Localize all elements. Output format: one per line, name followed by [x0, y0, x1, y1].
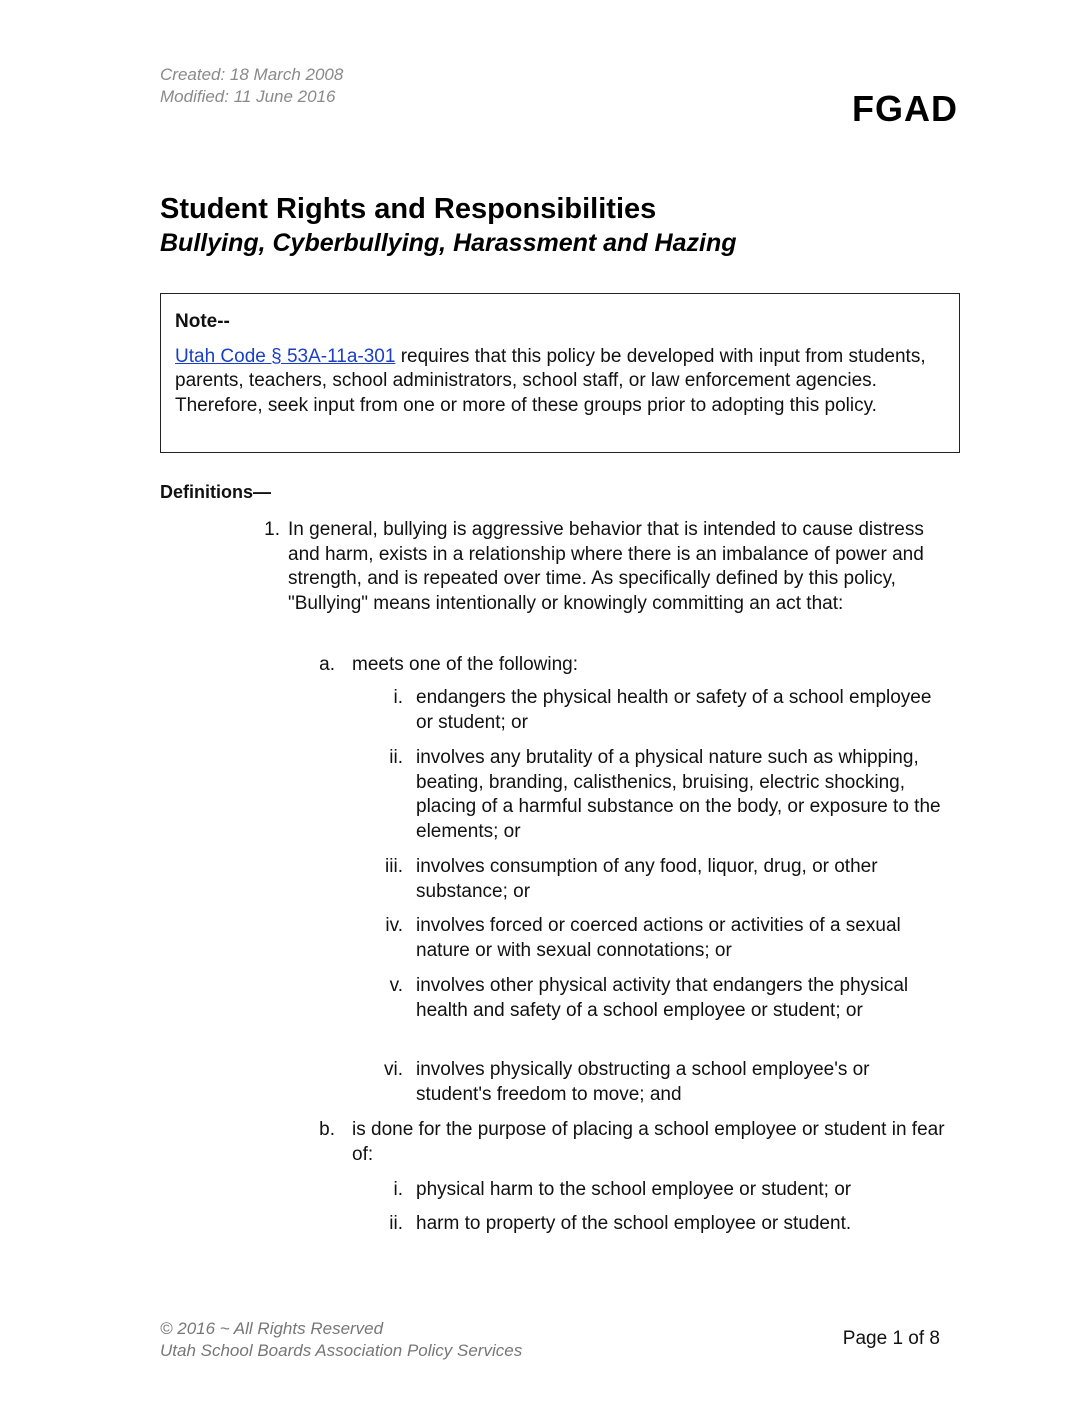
- footer-org: Utah School Boards Association Policy Services: [160, 1341, 523, 1360]
- item-a-i-marker: i.: [393, 687, 403, 708]
- footer-left: [160, 1318, 522, 1362]
- note-box: [160, 293, 960, 453]
- created-date: Created: 18 March 2008: [160, 65, 344, 84]
- modified-date: Modified: 11 June 2016: [160, 87, 336, 106]
- page-title: Student Rights and Responsibilities: [160, 193, 657, 225]
- item-a-ii-marker: ii.: [389, 747, 403, 768]
- item-a-iii-text: involves consumption of any food, liquor, drug, or other substance; or: [416, 856, 878, 902]
- item-b-marker: b.: [319, 1119, 335, 1140]
- item-a-iii-marker: iii.: [385, 856, 403, 877]
- note-body: [175, 345, 945, 419]
- page-number: Page 1 of 8: [842, 1328, 940, 1349]
- item-1-text: In general, bullying is aggressive behavior that is intended to cause distress and harm, exists in a relationship where there is an imbalance of power and strength, and is repeated over time. As specifically defined by this policy, "Bullying" means intentionally or knowingly committing an act that:: [288, 519, 924, 614]
- footer-copyright: © 2016 ~ All Rights Reserved: [160, 1319, 384, 1338]
- item-b-i-marker: i.: [393, 1179, 403, 1200]
- item-a-marker: a.: [319, 654, 335, 675]
- policy-code: FGAD: [852, 88, 958, 129]
- note-text: requires that this policy be developed with input from students, parents, teachers, school administrators, school staff, or law enforcement agencies. Therefore, seek input from one or more of these groups prior to adopting this policy.: [175, 345, 926, 416]
- note-title: Note--: [175, 311, 230, 332]
- item-a-iv-text: involves forced or coerced actions or activities of a sexual nature or with sexual connotations; or: [416, 915, 901, 961]
- item-a-vi-text: involves physically obstructing a school employee's or student's freedom to move; and: [416, 1059, 870, 1105]
- item-b-i-text: physical harm to the school employee or student; or: [416, 1179, 852, 1200]
- item-a-ii-text: involves any brutality of a physical nature such as whipping, beating, branding, calisthenics, bruising, electric shocking, placing of a harmful substance on the body, or exposure to the elements; or: [416, 747, 941, 842]
- page-subtitle: Bullying, Cyberbullying, Harassment and Hazing: [160, 229, 737, 257]
- item-b-ii-text: harm to property of the school employee or student.: [416, 1213, 852, 1234]
- item-a-i-text: endangers the physical health or safety of a school employee or student; or: [416, 687, 932, 733]
- item-1-marker: 1.: [264, 519, 280, 540]
- item-a-v-text: involves other physical activity that endangers the physical health and safety of a school employee or student; or: [416, 975, 909, 1021]
- item-a-iv-marker: iv.: [385, 915, 403, 936]
- item-a-vi-marker: vi.: [384, 1059, 403, 1080]
- item-b-ii-marker: ii.: [389, 1213, 403, 1234]
- item-b-text: is done for the purpose of placing a school employee or student in fear of:: [352, 1119, 945, 1165]
- item-a-text: meets one of the following:: [352, 654, 579, 675]
- item-a-v-marker: v.: [389, 975, 403, 996]
- definitions-heading: Definitions—: [160, 482, 271, 502]
- utah-code-link[interactable]: Utah Code § 53A-11a-301: [175, 345, 396, 367]
